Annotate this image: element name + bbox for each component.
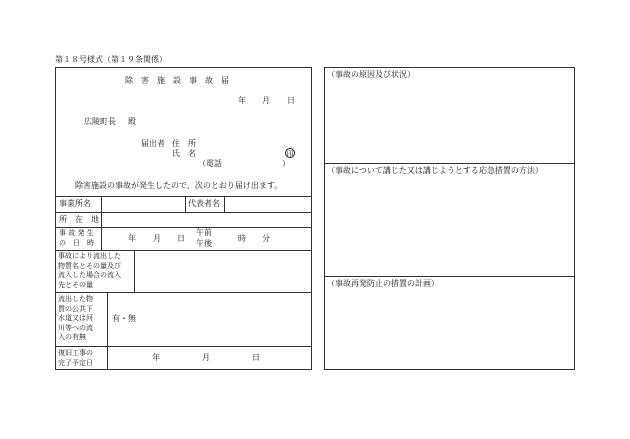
date-year: 年 xyxy=(238,96,246,105)
occurrence-minute: 分 xyxy=(262,234,270,243)
occurrence-month: 月 xyxy=(153,234,161,243)
applicant-address-label: 住 所 xyxy=(172,139,196,148)
phone-close: ） xyxy=(282,159,290,168)
table-line xyxy=(55,227,312,228)
occurrence-year: 年 xyxy=(128,234,136,243)
statement: 除害施設の事故が発生したので、次のとおり届け出ます。 xyxy=(75,181,283,190)
date-month: 月 xyxy=(262,96,270,105)
occurrence-day: 日 xyxy=(177,234,185,243)
occurrence-hour: 時 xyxy=(238,234,246,243)
occurrence-am: 午前 xyxy=(196,228,212,237)
addressee-name: 広陵町長 xyxy=(84,117,116,126)
occurrence-pm: 午後 xyxy=(196,239,212,248)
table-col-line xyxy=(107,292,108,370)
cause-section-label: （事故の原因及び状況） xyxy=(327,70,415,79)
seal-icon: 印 xyxy=(286,150,294,158)
business-name-label: 事業所名 xyxy=(59,199,91,208)
table-col-line xyxy=(134,250,135,292)
form-title: 除 害 施 設 事 故 届 xyxy=(125,76,229,85)
restoration-year: 年 xyxy=(152,353,160,362)
phone-open: （電話 xyxy=(198,159,222,168)
location-label: 所 在 地 xyxy=(59,215,99,224)
table-col-line xyxy=(185,196,186,212)
right-section-line xyxy=(324,163,575,164)
table-line xyxy=(55,346,312,347)
outflow-label: 事故により流出した 物質名とその量及び 流入した場合の流入 先とその量 xyxy=(58,252,121,289)
representative-label: 代表者名 xyxy=(188,199,220,208)
form-number: 第１８号様式（第１９条関係） xyxy=(55,55,167,64)
table-line xyxy=(55,292,312,293)
public-inflow-value: 有・無 xyxy=(112,314,136,323)
restoration-day: 日 xyxy=(252,353,260,362)
right-section-line xyxy=(324,276,575,277)
occurrence-label: 事 故 発 生 の 日 時 xyxy=(59,229,94,247)
restoration-label: 復旧工事の 完了予定日 xyxy=(58,349,93,367)
measures-section-label: （事故について講じた又は講じようとする応急措置の方法） xyxy=(327,166,543,175)
prevention-section-label: （事故再発防止の措置の計画） xyxy=(327,279,439,288)
table-line xyxy=(55,212,312,213)
public-inflow-label: 流出した物 質の公共下 水道又は河 川等への流 入の有無 xyxy=(58,295,93,341)
table-top-line xyxy=(55,196,312,197)
right-form xyxy=(324,67,575,370)
table-col-line xyxy=(224,196,225,212)
addressee-honorific: 殿 xyxy=(128,117,136,126)
applicant-name-label: 氏 名 xyxy=(172,149,196,158)
table-col-line xyxy=(101,196,102,250)
table-line xyxy=(55,250,312,251)
date-day: 日 xyxy=(287,96,295,105)
applicant-label: 届出者 xyxy=(141,139,165,148)
restoration-month: 月 xyxy=(202,353,210,362)
